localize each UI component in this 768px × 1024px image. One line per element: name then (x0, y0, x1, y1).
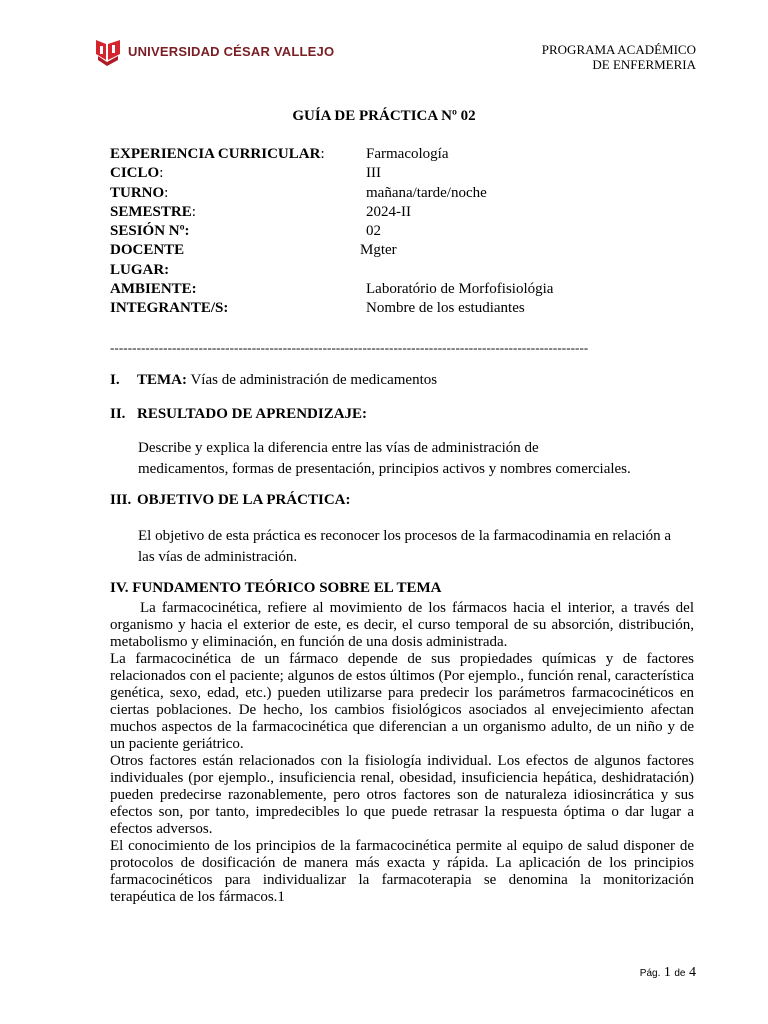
section-resultado-text: Describe y explica la diferencia entre las vías de administración de medicamentos, formas de presentación, principios activos y nombres comerciales. (138, 440, 631, 477)
info-value-sesion: 02 (366, 223, 381, 239)
program-line-1: PROGRAMA ACADÉMICO (541, 42, 696, 57)
section-resultado-heading: II. RESULTADO DE APRENDIZAJE: (110, 406, 368, 422)
info-value-curricular: Farmacología (366, 146, 449, 162)
info-label-ambiente: AMBIENTE: (110, 281, 197, 297)
section-objetivo-heading: III. OBJETIVO DE LA PRÁCTICA: (110, 492, 351, 508)
ucv-shield-icon (94, 38, 122, 68)
page-number: Pág. 1 de 4 (639, 965, 696, 980)
info-value-ambiente: Laboratório de Morfofisiológia (366, 281, 554, 297)
info-label-curricular: EXPERIENCIA CURRICULAR: (110, 146, 325, 162)
info-label-turno: TURNO: (110, 185, 169, 201)
university-logo (94, 38, 335, 68)
program-name (542, 42, 696, 72)
info-value-ciclo: III (366, 165, 381, 181)
guide-title: GUÍA DE PRÁCTICA Nº 02 (292, 108, 476, 124)
section-objetivo-text: El objetivo de esta práctica es reconocer los procesos de la farmacodinamia en relación a las vías de administración. (138, 528, 672, 565)
theory-body (110, 600, 694, 906)
info-label-lugar: LUGAR: (110, 262, 170, 278)
theory-paragraph: El conocimiento de los principios de la farmacocinética permite al equipo de salud disponer de protocolos de dosificación de manera más exacta y rápida. La aplicación de los principios farmacocinéticos para individualizar la farmacoterapia se denomina la monitorización terapéutica de los fármacos.1 (110, 838, 694, 905)
info-value-semestre: 2024-II (366, 204, 411, 220)
info-value-turno: mañana/tarde/noche (366, 185, 487, 201)
dashed-divider: ------------------------------------------------------------------------------------------------------------ (110, 340, 589, 355)
info-label-ciclo: CICLO: (110, 165, 164, 181)
info-label-semestre: SEMESTRE: (110, 204, 196, 220)
theory-paragraph: Otros factores están relacionados con la fisiología individual. Los efectos de algunos factores individuales (por ejemplo., insuficiencia renal, obesidad, insuficiencia hepática, deshidratación) pueden predecirse razonablemente, pero otros factores son de naturaleza idiosincrática y sus efectos son, por tanto, impredecibles lo que puede retrasar la respuesta óptima o dar lugar a efectos adversos. (110, 753, 694, 837)
theory-paragraph: La farmacocinética de un fármaco depende de sus propiedades químicas y de factores relacionados con el paciente; algunos de estos últimos (Por ejemplo., función renal, característica genética, sexo, edad, etc.) pueden utilizarse para predecir los parámetros farmacocinéticos en ciertas poblaciones. De hecho, los cambios fisiológicos asociados al envejecimiento afectan muchos aspectos de la farmacocinética que diferencian a un organismo adulto, de un niño y de un paciente geriátrico. (110, 651, 694, 752)
info-label-integrantes: INTEGRANTE/S: (110, 300, 229, 316)
info-label-docente: DOCENTE (110, 242, 185, 258)
section-fundamento-heading: IV. FUNDAMENTO TEÓRICO SOBRE EL TEMA (110, 580, 442, 596)
university-name: UNIVERSIDAD CÉSAR VALLEJO (128, 44, 335, 59)
info-label-sesion: SESIÓN Nº: (110, 223, 190, 239)
program-line-2: DE ENFERMERIA (592, 57, 696, 72)
info-value-docente: Mgter (360, 242, 397, 258)
theory-paragraph: La farmacocinética, refiere al movimiento de los fármacos hacia el interior, a través del organismo y hacia el exterior de este, es decir, el curso temporal de su absorción, distribución, metabolismo y eliminación, en función de una dosis administrada. (110, 600, 694, 650)
section-tema-heading: I. TEMA: Vías de administración de medicamentos (110, 372, 438, 388)
info-value-integrantes: Nombre de los estudiantes (366, 300, 525, 316)
